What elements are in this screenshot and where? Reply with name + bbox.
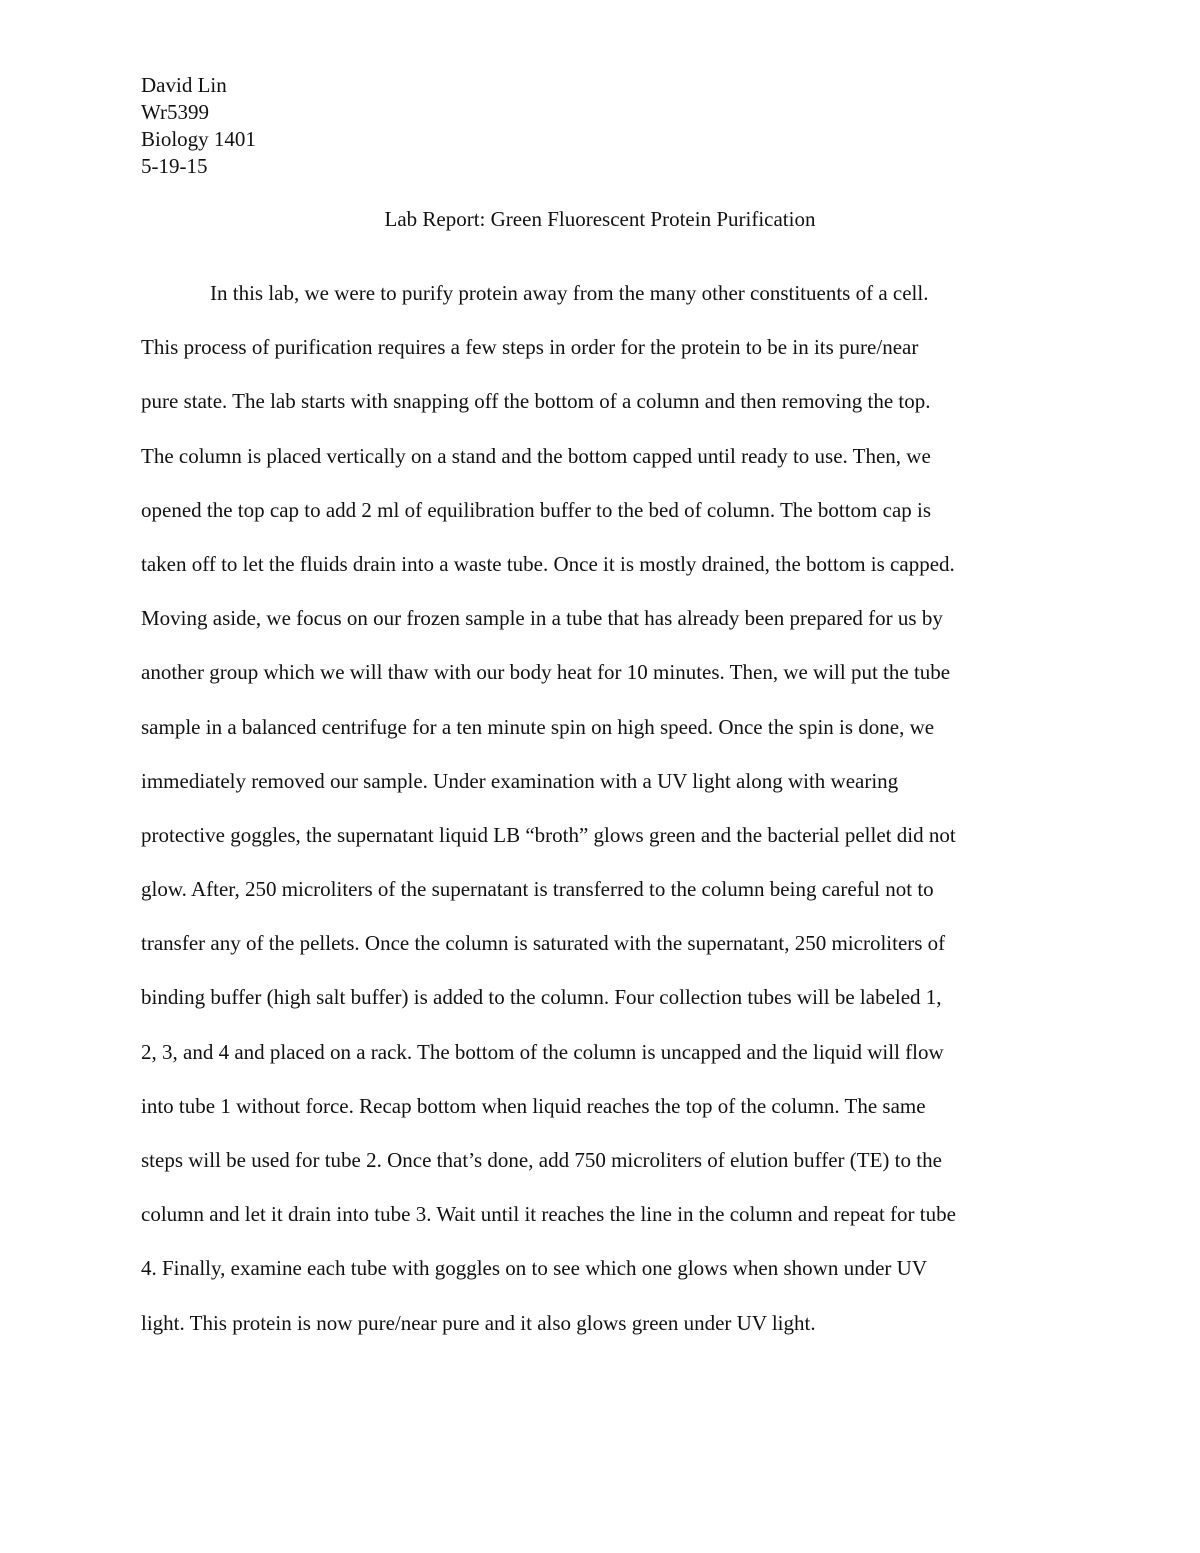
body-line: binding buffer (high salt buffer) is added to the column. Four collection tubes will be labeled 1,: [141, 985, 942, 1010]
body-line: column and let it drain into tube 3. Wait until it reaches the line in the column and repeat for tube: [141, 1202, 956, 1227]
body-line: sample in a balanced centrifuge for a ten minute spin on high speed. Once the spin is done, we: [141, 714, 935, 739]
body-line: This process of purification requires a few steps in order for the protein to be in its pure/near: [141, 335, 919, 360]
report-date: 5-19-15: [141, 154, 208, 178]
body-line: protective goggles, the supernatant liquid LB “broth” glows green and the bacterial pellet did not: [141, 822, 956, 847]
body-paragraph: [141, 280, 1061, 1364]
body-line: taken off to let the fluids drain into a waste tube. Once it is mostly drained, the bottom is capped.: [141, 551, 955, 576]
body-line: opened the top cap to add 2 ml of equilibration buffer to the bed of column. The bottom cap is: [141, 497, 932, 522]
body-line: 2, 3, and 4 and placed on a rack. The bottom of the column is uncapped and the liquid will flow: [141, 1039, 944, 1064]
header-block: [141, 72, 256, 180]
body-line: pure state. The lab starts with snapping off the bottom of a column and then removing the top.: [141, 389, 931, 414]
body-line: into tube 1 without force. Recap bottom when liquid reaches the top of the column. The same: [141, 1093, 926, 1118]
student-id: Wr5399: [141, 100, 209, 124]
body-line: steps will be used for tube 2. Once that’s done, add 750 microliters of elution buffer (TE) to the: [141, 1148, 942, 1172]
body-line: light. This protein is now pure/near pure and it also glows green under UV light.: [141, 1310, 816, 1335]
body-line: In this lab, we were to purify protein away from the many other constituents of a cell.: [210, 281, 929, 305]
body-line: 4. Finally, examine each tube with goggles on to see which one glows when shown under UV: [141, 1256, 927, 1281]
body-line: immediately removed our sample. Under examination with a UV light along with wearing: [141, 768, 899, 793]
document-title: Lab Report: Green Fluorescent Protein Purification: [384, 207, 816, 231]
body-line: Moving aside, we focus on our frozen sample in a tube that has already been prepared for us by: [141, 606, 943, 631]
body-line: another group which we will thaw with our body heat for 10 minutes. Then, we will put the tube: [141, 660, 951, 685]
body-line: transfer any of the pellets. Once the column is saturated with the supernatant, 250 microliters of: [141, 931, 946, 956]
course-name: Biology 1401: [141, 127, 256, 151]
body-line: The column is placed vertically on a stand and the bottom capped until ready to use. Then, we: [141, 443, 931, 468]
body-line: glow. After, 250 microliters of the supernatant is transferred to the column being careful not to: [141, 877, 934, 902]
author-name: David Lin: [141, 73, 227, 97]
